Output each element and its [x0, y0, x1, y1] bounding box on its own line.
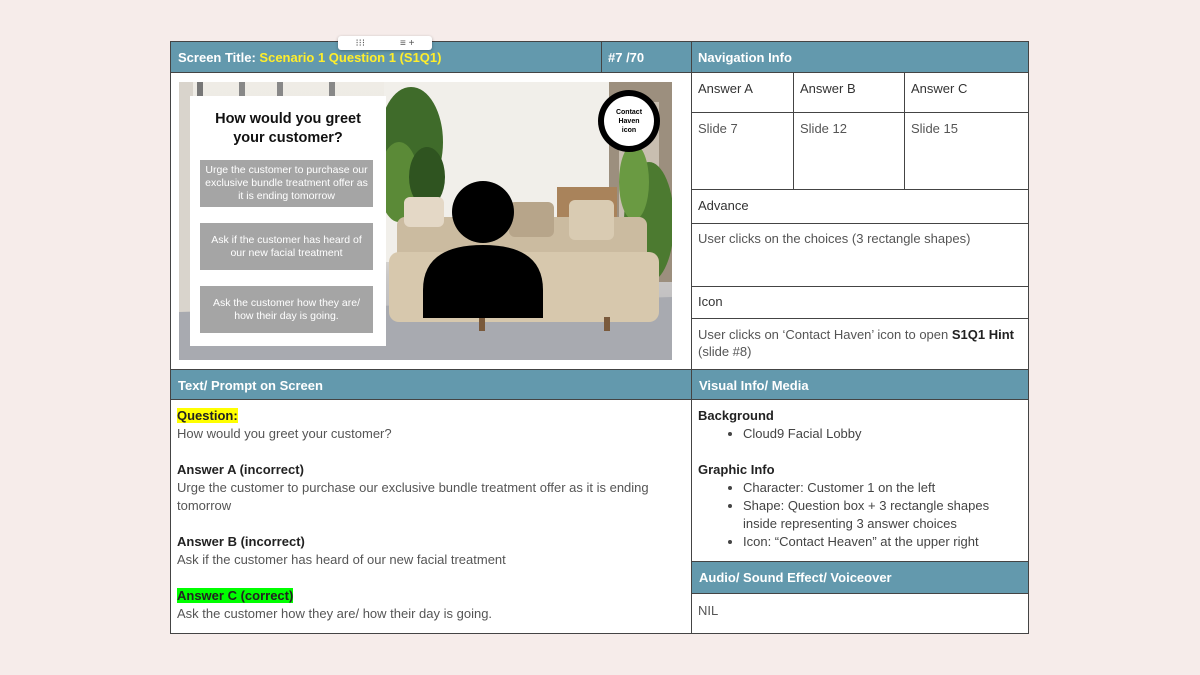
answer-choice-a[interactable]	[200, 160, 373, 207]
slide-question: How would you greet your customer?	[215, 111, 361, 146]
answer-c-label: Answer C (correct)	[177, 588, 294, 603]
audio-header	[692, 562, 1028, 593]
answer-c-slide: Slide 15	[911, 121, 958, 136]
visual-info-title: Visual Info/ Media	[699, 377, 809, 393]
slide-counter-text: #7 /70	[608, 50, 645, 65]
answer-b-slide: Slide 12	[800, 121, 847, 136]
graphic-item-icon: • Icon: “Contact Heaven” at the upper right	[743, 533, 1020, 551]
answer-choice-b-text: Ask if the customer has heard of our new facial treatment	[211, 233, 362, 259]
visual-info-content	[698, 407, 1020, 551]
answer-a-slide: Slide 7	[698, 121, 738, 136]
answer-a-header: Answer A	[698, 81, 753, 96]
icon-text-post: (slide #8)	[698, 344, 752, 359]
advance-text: User clicks on the choices (3 rectangle shapes)	[698, 231, 971, 246]
icon-text	[698, 326, 1018, 360]
answer-c-text: Ask the customer how they are/ how their day is going.	[177, 606, 493, 621]
answer-a-text: Urge the customer to purchase our exclusive bundle treatment offer as it is ending tomorrow	[177, 480, 649, 513]
screen-title-value: Scenario 1 Question 1 (S1Q1)	[259, 50, 442, 65]
text-prompt-content	[177, 407, 682, 623]
question-label: Question:	[177, 408, 238, 423]
background-label: Background	[698, 408, 774, 423]
editor-toolbar-chip[interactable]	[338, 36, 432, 50]
drag-handle-icon[interactable]: ⁝⁝⁝	[355, 37, 366, 49]
visual-info-header	[692, 370, 1028, 400]
answer-choice-a-text: Urge the customer to purchase our exclusive bundle treatment offer as it is ending tomorrow	[205, 164, 368, 202]
align-add-icon[interactable]: ≡ +	[400, 37, 415, 49]
answer-choice-c-text: Ask the customer how they are/ how their day is going.	[212, 296, 361, 322]
navigation-info-header	[691, 42, 1028, 73]
graphic-item-shape: • Shape: Question box + 3 rectangle shapes inside representing 3 answer choices	[743, 497, 1020, 533]
answer-a-label: Answer A (incorrect)	[177, 462, 304, 477]
answer-b-label: Answer B (incorrect)	[177, 534, 305, 549]
graphic-info-label: Graphic Info	[698, 462, 775, 477]
icon-text-bold: S1Q1 Hint	[951, 327, 1014, 342]
question-box	[190, 96, 386, 346]
navigation-info-title: Navigation Info	[698, 50, 792, 65]
text-prompt-header	[171, 370, 691, 400]
customer-character-icon	[419, 180, 549, 320]
answer-choice-c[interactable]	[200, 286, 373, 333]
audio-title: Audio/ Sound Effect/ Voiceover	[699, 570, 892, 585]
icon-text-pre: User clicks on ‘Contact Haven’ icon to open	[698, 327, 952, 342]
slide-preview	[179, 82, 672, 360]
audio-value: NIL	[698, 603, 719, 618]
text-prompt-title: Text/ Prompt on Screen	[178, 377, 323, 393]
contact-haven-icon-label: Contact Haven icon	[615, 108, 643, 134]
question-text: How would you greet your customer?	[177, 426, 392, 441]
slide-counter	[601, 42, 691, 73]
screen-title-label: Screen Title:	[178, 50, 256, 65]
storyboard-table	[170, 41, 1029, 634]
contact-haven-icon[interactable]	[598, 90, 660, 152]
answer-c-header: Answer C	[911, 81, 968, 96]
answer-choice-b[interactable]	[200, 223, 373, 270]
graphic-item-character: • Character: Customer 1 on the left	[743, 479, 1020, 497]
background-item: • Cloud9 Facial Lobby	[743, 425, 1020, 443]
answer-b-text: Ask if the customer has heard of our new facial treatment	[177, 552, 506, 567]
icon-label: Icon	[698, 294, 723, 309]
advance-label: Advance	[698, 198, 749, 213]
answer-b-header: Answer B	[800, 81, 856, 96]
